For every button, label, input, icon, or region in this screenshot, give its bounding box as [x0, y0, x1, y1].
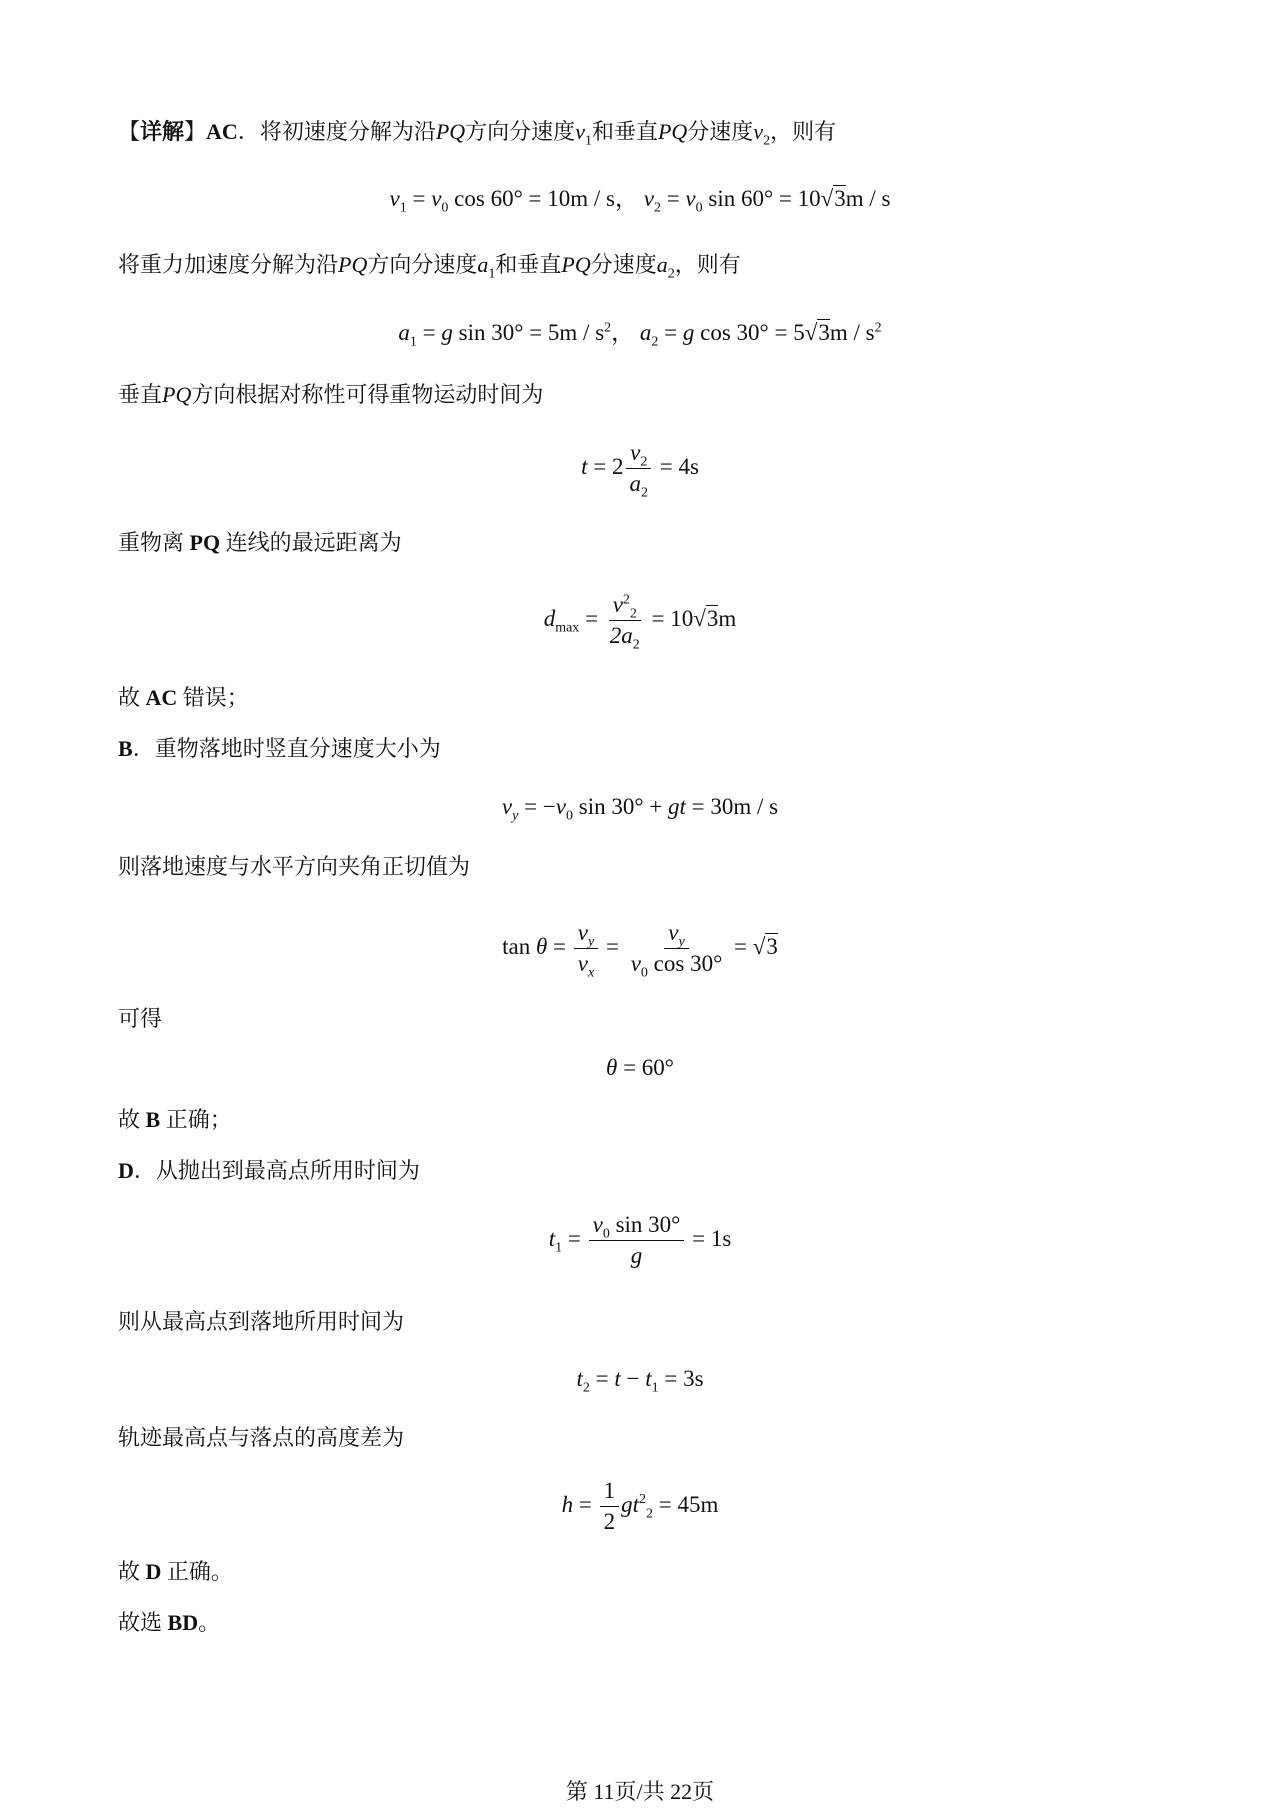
- eq4-root: 3: [706, 605, 719, 631]
- eq2-cos: cos 30° = 5: [694, 320, 805, 345]
- line8-a: 可得: [118, 1006, 163, 1031]
- eq2-sin: sin 30° = 5m / s: [452, 320, 605, 345]
- line9-a: 故: [118, 1107, 146, 1132]
- fraction-den: [606, 621, 644, 653]
- eq7-post: = 60°: [617, 1055, 674, 1080]
- line4-b: 连线的最远距离为: [220, 530, 402, 555]
- eq6-n1sub: y: [587, 934, 595, 950]
- eq1-unit: m / s: [845, 186, 891, 211]
- eq3-densub: 2: [640, 485, 648, 501]
- line14-c: 。: [198, 1610, 221, 1635]
- eq5-vysub: y: [512, 808, 519, 824]
- option-d-line: [118, 1156, 420, 1186]
- equation-vertical-velocity: [0, 792, 1280, 822]
- line5-b: AC: [145, 685, 178, 710]
- eq6-n2sub: y: [678, 934, 685, 950]
- eq3-num: v: [630, 440, 641, 465]
- eq9-t2: t: [576, 1366, 583, 1391]
- fall-time-line: [118, 1307, 404, 1337]
- eq10-eq: =: [573, 1491, 598, 1517]
- equation-tangent: [0, 920, 1280, 981]
- eq4-numsup: 2: [622, 592, 630, 608]
- line2-a1sub: 1: [488, 266, 496, 282]
- eq7-theta: θ: [606, 1055, 618, 1080]
- line6-b: ．重物落地时竖直分速度大小为: [132, 736, 441, 761]
- equation-height: [0, 1478, 1280, 1535]
- eq4-eq: =: [579, 605, 604, 631]
- eq10-den: 2: [603, 1509, 616, 1534]
- eq10-tsup: 2: [639, 1492, 646, 1508]
- eq2-sup2: 2: [874, 320, 882, 336]
- fraction: [574, 920, 598, 981]
- eq4-post: = 10: [645, 605, 694, 631]
- d-correct-line: [118, 1557, 233, 1587]
- fraction: [589, 1212, 685, 1269]
- height-diff-line: [118, 1423, 404, 1453]
- line9-b: B: [145, 1107, 161, 1132]
- eq9-minus: −: [620, 1366, 646, 1391]
- line2-c: 和垂直: [495, 252, 562, 277]
- eq10-h: h: [561, 1491, 574, 1517]
- eq4-d: d: [543, 605, 556, 631]
- eq8-post: = 1s: [686, 1225, 732, 1251]
- eq6-eq3: =: [728, 933, 753, 959]
- eq2-a1sub: 1: [409, 334, 417, 350]
- eq2-g: g: [441, 320, 453, 345]
- line10-b: ．从抛出到最高点所用时间为: [133, 1158, 420, 1183]
- b-correct-line: [118, 1105, 232, 1135]
- symmetry-line: [118, 380, 543, 410]
- fraction: [606, 592, 644, 653]
- eq3-post: = 4s: [653, 453, 699, 479]
- eq2-a2sub: 2: [651, 334, 659, 350]
- line11-a: 则从最高点到落地所用时间为: [118, 1309, 405, 1334]
- eq1-v0b: v: [685, 186, 696, 211]
- eq8-numpost: sin 30°: [609, 1212, 681, 1237]
- eq9-t1sub: 1: [651, 1380, 659, 1396]
- eq1-sep: ，: [614, 186, 638, 211]
- fraction-num: [574, 920, 598, 949]
- line12-a: 轨迹最高点与落点的高度差为: [118, 1425, 405, 1450]
- eq1-sub2: 2: [653, 200, 661, 216]
- pq-symbol-2: PQ: [657, 119, 688, 144]
- line2-a2: a: [656, 252, 668, 277]
- fraction-den: [627, 949, 727, 981]
- tangent-line: [118, 852, 470, 882]
- eq5-mid: = −: [518, 794, 556, 819]
- eq6-n2: v: [668, 920, 679, 945]
- eq8-num: v: [592, 1212, 603, 1237]
- equation-time: [0, 440, 1280, 501]
- eq1-sub0b: 0: [695, 200, 703, 216]
- eq1-sub0: 0: [441, 200, 449, 216]
- eq10-tsub: 2: [646, 1506, 653, 1522]
- eq4-den: 2a: [609, 623, 633, 648]
- equation-max-distance: [0, 592, 1280, 653]
- eq9-post: = 3s: [658, 1366, 704, 1391]
- sqrt-symbol: √3: [752, 933, 778, 959]
- sqrt-symbol: √3: [820, 186, 846, 211]
- eq1-rel1: =: [406, 186, 432, 211]
- sqrt-symbol: √3: [804, 320, 830, 345]
- choice-label: AC: [206, 119, 238, 144]
- eq1-cos: cos 60° = 10m / s: [448, 186, 615, 211]
- eq5-end: = 30m / s: [685, 794, 779, 819]
- eq4-dsub: max: [555, 620, 580, 636]
- intro-mid3: 分速度: [687, 119, 754, 144]
- eq2-mid2: =: [658, 320, 683, 345]
- fraction-num: [609, 592, 641, 621]
- eq2-unit: m / s: [829, 320, 875, 345]
- eq6-d1: v: [577, 951, 588, 976]
- v1-sub: 1: [584, 133, 592, 149]
- page-footer: 第 11页/共 22页: [565, 1779, 715, 1804]
- eq3-numsub: 2: [640, 454, 648, 470]
- eq6-d1sub: x: [587, 965, 595, 981]
- eq6-tan: tan: [502, 933, 536, 959]
- line5-a: 故: [118, 685, 146, 710]
- line2-e: ，则有: [674, 252, 741, 277]
- eq1-sin: sin 60° = 10: [702, 186, 821, 211]
- eq8-eq: =: [562, 1225, 587, 1251]
- intro-mid1: 方向分速度: [465, 119, 576, 144]
- eq8-den: g: [630, 1243, 643, 1268]
- option-b-line: [118, 734, 441, 764]
- line2-a2sub: 2: [667, 266, 675, 282]
- answer-line: [118, 1608, 220, 1638]
- eq9-t1: t: [645, 1366, 652, 1391]
- eq9-eq: =: [589, 1366, 615, 1391]
- eq6-n1: v: [577, 920, 588, 945]
- line9-c: 正确；: [160, 1107, 232, 1132]
- fraction: [627, 920, 727, 981]
- eq5-v0sub: 0: [566, 808, 573, 824]
- line5-c: 错误；: [177, 685, 249, 710]
- fraction-den: [627, 1241, 647, 1269]
- eq5-t: t: [679, 794, 686, 819]
- eq6-root: 3: [766, 933, 778, 959]
- fraction-num: [664, 920, 688, 949]
- fraction: [625, 440, 652, 501]
- fraction-num: [626, 440, 651, 469]
- eq8-t: t: [548, 1225, 556, 1251]
- eq8-numsub: 0: [602, 1226, 610, 1242]
- line3-a: 垂直: [118, 382, 163, 407]
- fraction-den: [625, 469, 652, 501]
- eq2-a1: a: [398, 320, 410, 345]
- eq6-d2: v: [630, 951, 641, 976]
- equation-theta: [0, 1053, 1280, 1083]
- line6-a: B: [118, 736, 133, 761]
- line2-pq: PQ: [338, 252, 368, 277]
- line4-a: 重物离: [118, 530, 190, 555]
- eq6-d2post: cos 30°: [647, 951, 723, 976]
- equation-rise-time: [0, 1212, 1280, 1269]
- line4-pq: PQ: [189, 530, 221, 555]
- eq10-t: t: [632, 1491, 639, 1517]
- equation-velocity-components: [0, 184, 1280, 214]
- fraction-num: [589, 1212, 685, 1241]
- line13-b: D: [145, 1559, 162, 1584]
- eq1-v1: v: [389, 186, 400, 211]
- eq2-mid1: =: [416, 320, 442, 345]
- eq6-theta: θ: [535, 933, 548, 959]
- max-distance-line: [118, 528, 402, 558]
- eq3-den: a: [629, 471, 641, 496]
- gravity-decomposition-line: [118, 250, 741, 280]
- eq2-sup1: 2: [604, 320, 612, 336]
- eq9-t2sub: 2: [582, 1380, 590, 1396]
- line13-c: 正确。: [161, 1559, 233, 1584]
- line7-a: 则落地速度与水平方向夹角正切值为: [118, 854, 471, 879]
- equation-fall-time: [0, 1364, 1280, 1394]
- eq5-post: sin 30° +: [573, 794, 669, 819]
- eq9-t: t: [614, 1366, 621, 1391]
- equation-acceleration-components: [0, 318, 1280, 348]
- eq2-g2: g: [682, 320, 695, 345]
- eq5-g: g: [668, 794, 680, 819]
- line2-b: 方向分速度: [367, 252, 478, 277]
- eq1-rel2: =: [660, 186, 686, 211]
- line14-b: BD: [167, 1610, 199, 1635]
- eq1-v0: v: [431, 186, 442, 211]
- eq10-post: = 45m: [653, 1491, 719, 1517]
- eq6-eq: =: [547, 933, 572, 959]
- eq4-num: v: [612, 592, 623, 617]
- v2-symbol: v: [753, 119, 764, 144]
- eq10-num: 1: [600, 1478, 620, 1507]
- v2-sub: 2: [763, 133, 771, 149]
- eq1-root: 3: [834, 186, 846, 211]
- line10-a: D: [118, 1158, 134, 1183]
- intro-mid2: 和垂直: [591, 119, 658, 144]
- eq3-t: t: [581, 453, 588, 479]
- eq6-d2sub: 0: [640, 965, 648, 981]
- intro-text: ．将初速度分解为沿: [237, 119, 436, 144]
- v1-symbol: v: [575, 119, 585, 144]
- bracket-open: 【: [118, 119, 141, 144]
- eq4-numsub: 2: [629, 606, 637, 622]
- eq2-sep: ，: [611, 320, 635, 345]
- eq3-pre: = 2: [587, 453, 624, 479]
- sqrt-symbol: √3: [693, 605, 719, 631]
- intro-end: ，则有: [770, 119, 837, 144]
- line2-a: 将重力加速度分解为沿: [118, 252, 339, 277]
- pq-symbol: PQ: [435, 119, 466, 144]
- ac-wrong-line: [118, 683, 249, 713]
- line3-b: 方向根据对称性可得重物运动时间为: [191, 382, 544, 407]
- eq8-tsub: 1: [555, 1240, 563, 1256]
- eq10-g: g: [621, 1491, 633, 1517]
- fraction-den: [574, 949, 598, 981]
- fraction: [600, 1478, 620, 1535]
- eq5-vy: v: [501, 794, 513, 819]
- eq4-unit: m: [718, 605, 737, 631]
- intro-line: [118, 117, 836, 147]
- eq1-v2: v: [643, 186, 654, 211]
- line14-a: 故选: [118, 1610, 168, 1635]
- hence-line: [118, 1004, 162, 1034]
- line2-a1: a: [477, 252, 489, 277]
- eq4-densub: 2: [632, 637, 640, 653]
- eq5-v0: v: [555, 794, 566, 819]
- bracket-close: 】: [184, 119, 207, 144]
- line3-pq: PQ: [162, 382, 192, 407]
- eq6-eq2: =: [600, 933, 625, 959]
- line2-pq-2: PQ: [561, 252, 591, 277]
- eq1-sub1: 1: [399, 200, 407, 216]
- line13-a: 故: [118, 1559, 146, 1584]
- line2-d: 分速度: [590, 252, 657, 277]
- eq2-root: 3: [818, 320, 830, 345]
- detail-label: 详解: [140, 119, 185, 144]
- eq2-a2: a: [639, 320, 652, 345]
